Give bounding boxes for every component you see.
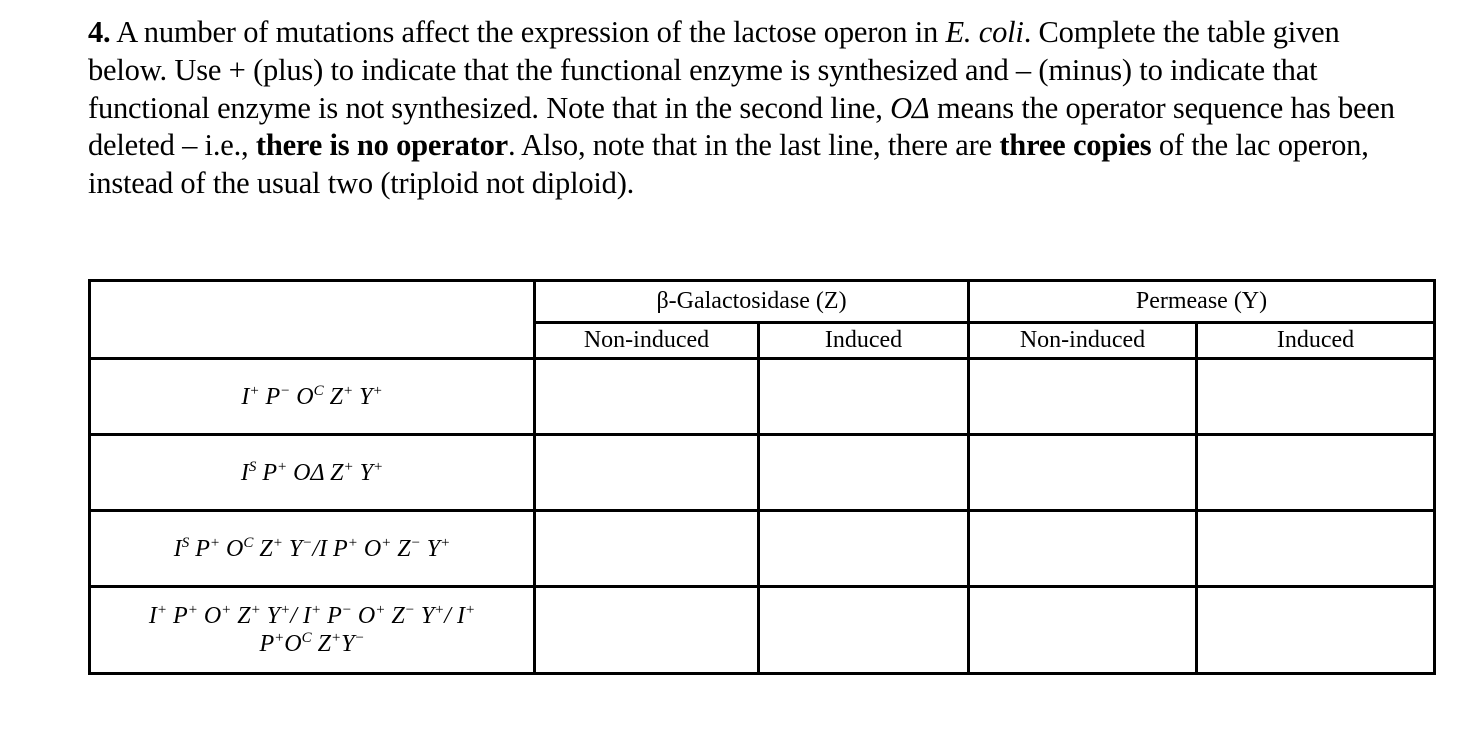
answer-cell[interactable]: [759, 359, 969, 435]
allele-superscript: +: [330, 630, 342, 646]
answer-cell[interactable]: [759, 511, 969, 587]
allele-superscript: −: [410, 534, 421, 551]
beta-galactosidase-header: β-Galactosidase (Z): [535, 281, 969, 323]
allele-superscript: −: [280, 382, 291, 399]
allele-superscript: +: [381, 534, 392, 551]
allele-symbol: I: [241, 383, 250, 410]
allele-superscript: +: [249, 382, 260, 399]
z-induced-header: Induced: [759, 323, 969, 359]
allele-symbol: O: [284, 631, 302, 657]
allele-symbol: OΔ: [287, 459, 325, 486]
emphasis-three-copies: three copies: [999, 128, 1152, 163]
allele-superscript: +: [372, 382, 383, 399]
answer-cell[interactable]: [1197, 359, 1435, 435]
allele-superscript: S: [248, 458, 257, 475]
allele-symbol: P: [327, 535, 348, 562]
question-number: 4.: [88, 15, 111, 49]
question-text-part-5: of the lac operon, instead of the usual two (triploid not diploid).: [88, 128, 1369, 201]
allele-superscript: +: [434, 602, 445, 618]
allele-superscript: +: [375, 602, 386, 618]
allele-superscript: +: [277, 458, 288, 475]
genotype-label-line-2: [91, 630, 533, 658]
answer-cell[interactable]: [1197, 435, 1435, 511]
allele-superscript: +: [440, 534, 451, 551]
z-noninduced-header: Non-induced: [535, 323, 759, 359]
question-text: [88, 14, 1418, 203]
allele-symbol: I: [240, 459, 249, 486]
allele-symbol: P: [189, 535, 210, 562]
allele-symbol: Z: [324, 459, 344, 486]
allele-symbol: O: [351, 603, 376, 629]
allele-symbol: O: [220, 535, 244, 562]
allele-superscript: +: [272, 534, 283, 551]
allele-symbol: / I: [290, 603, 311, 629]
allele-symbol: Z: [385, 603, 405, 629]
answer-cell[interactable]: [969, 435, 1197, 511]
genotype-cell: [90, 359, 535, 435]
question-text-part-3: means the operator sequence has been deleted – i.e.,: [88, 90, 1395, 163]
genotype-header-cell: [90, 281, 535, 359]
allele-superscript: +: [280, 602, 291, 618]
allele-superscript: C: [301, 630, 312, 646]
answer-cell[interactable]: [969, 511, 1197, 587]
answer-cell[interactable]: [1197, 511, 1435, 587]
allele-superscript: +: [310, 602, 322, 618]
allele-superscript: +: [221, 602, 232, 618]
allele-superscript: +: [373, 458, 384, 475]
allele-symbol: P: [167, 603, 188, 629]
answer-cell[interactable]: [535, 435, 759, 511]
operator-deletion-symbol: OΔ: [890, 90, 930, 125]
allele-symbol: Y: [282, 535, 303, 562]
allele-symbol: P: [256, 459, 278, 486]
allele-superscript: +: [209, 534, 221, 551]
allele-symbol: Y: [414, 603, 435, 629]
allele-symbol: Z: [253, 535, 273, 562]
allele-superscript: −: [302, 534, 313, 551]
answer-cell[interactable]: [535, 587, 759, 674]
genotype-cell: [90, 435, 535, 511]
answer-cell[interactable]: [759, 587, 969, 674]
allele-symbol: /I: [312, 535, 328, 562]
allele-symbol: Z: [391, 535, 411, 562]
question-text-part-4: . Also, note that in the last line, there are: [507, 128, 1000, 163]
allele-symbol: P: [321, 603, 342, 629]
genotype-label: [91, 383, 533, 411]
genotype-label: [91, 459, 533, 487]
genotype-label: [91, 535, 533, 563]
allele-symbol: O: [357, 535, 382, 562]
question-text-part-1: A number of mutations affect the expression of the lactose operon in: [110, 15, 946, 49]
allele-superscript: −: [354, 630, 365, 646]
allele-superscript: +: [347, 534, 358, 551]
allele-superscript: +: [156, 602, 168, 618]
emphasis-no-operator: there is no operator: [255, 128, 508, 163]
allele-symbol: Y: [260, 603, 281, 629]
permease-header: Permease (Y): [969, 281, 1435, 323]
allele-symbol: Y: [341, 631, 355, 657]
allele-symbol: P: [259, 631, 275, 657]
y-induced-header: Induced: [1197, 323, 1435, 359]
allele-superscript: +: [343, 458, 354, 475]
allele-symbol: Z: [311, 631, 331, 657]
allele-superscript: +: [187, 602, 198, 618]
answer-cell[interactable]: [969, 587, 1197, 674]
answer-cell[interactable]: [535, 359, 759, 435]
allele-symbol: P: [259, 383, 281, 410]
y-noninduced-header: Non-induced: [969, 323, 1197, 359]
allele-symbol: Y: [353, 383, 373, 410]
allele-superscript: +: [343, 382, 354, 399]
allele-symbol: Z: [231, 603, 251, 629]
organism-name: E. coli: [945, 15, 1024, 49]
allele-superscript: +: [274, 630, 285, 646]
allele-symbol: Y: [353, 459, 373, 486]
allele-superscript: C: [243, 534, 254, 551]
allele-symbol: O: [290, 383, 314, 410]
answer-cell[interactable]: [969, 359, 1197, 435]
allele-symbol: I: [148, 603, 157, 629]
allele-superscript: +: [250, 602, 261, 618]
allele-symbol: O: [197, 603, 222, 629]
allele-superscript: +: [464, 602, 476, 618]
question-text-part-2: . Complete the table given below. Use + (plus) to indicate that the functional enzyme is synthesized and – (minus) to indicate that functional enzyme is not synthesized. Note that in the second line,: [88, 15, 1340, 125]
allele-superscript: −: [404, 602, 415, 618]
genotype-label: [91, 602, 533, 630]
allele-symbol: Z: [323, 383, 344, 410]
answer-cell[interactable]: [759, 435, 969, 511]
allele-superscript: S: [181, 534, 190, 551]
allele-symbol: I: [173, 535, 182, 562]
allele-superscript: −: [341, 602, 352, 618]
allele-symbol: Y: [420, 535, 441, 562]
answer-table: [88, 279, 1436, 675]
answer-cell[interactable]: [535, 511, 759, 587]
allele-superscript: C: [313, 382, 324, 399]
allele-symbol: / I: [444, 603, 465, 629]
answer-cell[interactable]: [1197, 587, 1435, 674]
genotype-cell: [90, 587, 535, 674]
genotype-cell: [90, 511, 535, 587]
